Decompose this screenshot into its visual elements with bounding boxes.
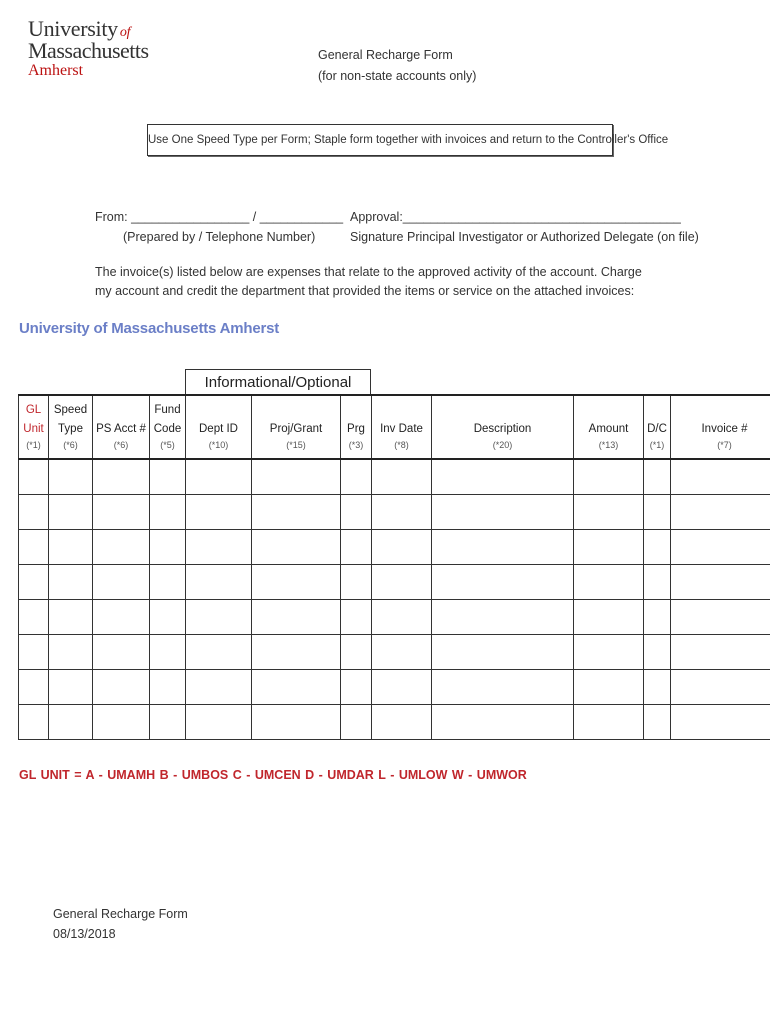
table-cell-input[interactable] [671,459,770,495]
table-cell-input[interactable] [341,600,372,635]
column-header-line2: D/C [647,423,667,435]
table-cell-input[interactable] [671,530,770,565]
table-row [19,565,770,600]
column-header [372,395,432,459]
table-cell-input[interactable] [150,600,186,635]
table-cell-input[interactable] [19,530,49,565]
table-row [19,495,770,530]
column-header-line2: PS Acct # [96,423,146,435]
column-length-hint: (*1) [649,440,665,450]
table-cell-input[interactable] [372,530,432,565]
column-header [432,395,574,459]
table-cell-input[interactable] [150,635,186,670]
table-cell-input[interactable] [93,459,150,495]
column-header-line1 [432,396,573,420]
table-cell-input[interactable] [150,565,186,600]
table-cell-input[interactable] [150,530,186,565]
column-header [49,395,93,459]
column-header-line1: Fund [154,404,181,416]
table-cell-input[interactable] [150,495,186,530]
from-field[interactable] [95,207,343,247]
table-cell-input[interactable] [49,565,93,600]
table-cell-input[interactable] [574,565,644,600]
table-cell-input[interactable] [186,705,252,740]
approval-line[interactable]: Approval:________________________________________ [350,210,681,224]
column-length-hint: (*10) [208,440,229,450]
column-length-hint: (*6) [113,440,129,450]
table-cell-input[interactable] [432,565,574,600]
table-cell-input[interactable] [671,495,770,530]
table-cell-input[interactable] [644,600,671,635]
table-cell-input[interactable] [252,705,341,740]
column-header-line2: Proj/Grant [269,423,323,435]
table-cell-input[interactable] [574,670,644,705]
table-cell-input[interactable] [150,670,186,705]
column-header-line2: Invoice # [701,423,748,435]
table-cell-input[interactable] [186,459,252,495]
table-row [19,530,770,565]
recharge-table [18,394,770,740]
from-line[interactable]: From: _________________ / ____________ [95,210,344,224]
table-cell-input[interactable] [341,635,372,670]
instruction-notice: Use One Speed Type per Form; Staple form together with invoices and return to the Controller's Office [147,124,613,156]
table-cell-input[interactable] [432,495,574,530]
logo-line1: University [28,16,118,41]
table-cell-input[interactable] [150,705,186,740]
column-header-line1 [644,396,670,420]
umass-amherst-logo [28,18,148,79]
form-subtitle: (for non-state accounts only) [318,69,477,83]
column-header-line2: Prg [347,423,365,435]
column-header [93,395,150,459]
form-title: General Recharge Form [318,48,453,62]
gl-unit-legend: GL UNIT = A - UMAMH B - UMBOS C - UMCEN D - UMDAR L - UMLOW W - UMWOR [19,768,527,782]
footer [53,904,188,944]
table-cell-input[interactable] [644,565,671,600]
table-cell-input[interactable] [671,635,770,670]
university-heading: University of Massachusetts Amherst [19,320,280,337]
table-cell-input[interactable] [432,600,574,635]
column-length-hint: (*7) [717,440,732,450]
column-header-line2: Description [473,423,532,435]
table-cell-input[interactable] [574,495,644,530]
column-header [574,395,644,459]
column-header [341,395,372,459]
table-cell-input[interactable] [341,495,372,530]
authorization-paragraph: The invoice(s) listed below are expenses that relate to the approved activity of the account. Charge my account and credit the department that provided the items or service on the attached invoices: [95,265,642,298]
table-cell-input[interactable] [19,635,49,670]
table-cell-input[interactable] [644,635,671,670]
column-header-line1 [372,396,431,420]
column-header-line1 [671,396,770,420]
table-cell-input[interactable] [186,530,252,565]
table-cell-input[interactable] [432,635,574,670]
table-cell-input[interactable] [574,459,644,495]
table-cell-input[interactable] [19,600,49,635]
column-length-hint: (*13) [598,440,619,450]
table-cell-input[interactable] [644,530,671,565]
table-cell-input[interactable] [341,565,372,600]
table-cell-input[interactable] [372,705,432,740]
column-header-line1 [574,396,643,420]
table-cell-input[interactable] [19,565,49,600]
table-cell-input[interactable] [671,565,770,600]
column-header [150,395,186,459]
table-cell-input[interactable] [341,705,372,740]
table-cell-input[interactable] [93,670,150,705]
table-row [19,635,770,670]
table-cell-input[interactable] [574,705,644,740]
table-cell-input[interactable] [372,635,432,670]
column-header-line1 [186,396,251,420]
table-cell-input[interactable] [372,670,432,705]
table-cell-input[interactable] [644,459,671,495]
column-length-hint: (*20) [492,440,513,450]
form-title-block [318,45,476,87]
from-caption: (Prepared by / Telephone Number) [123,230,316,244]
column-length-hint: (*6) [63,440,78,450]
table-cell-input[interactable] [49,705,93,740]
table-header-row [19,395,770,459]
table-cell-input[interactable] [671,705,770,740]
table-cell-input[interactable] [150,459,186,495]
table-cell-input[interactable] [93,565,150,600]
table-row [19,459,770,495]
table-cell-input[interactable] [93,495,150,530]
table-cell-input[interactable] [574,600,644,635]
column-length-hint: (*8) [394,440,409,450]
table-cell-input[interactable] [432,530,574,565]
table-cell-input[interactable] [186,635,252,670]
table-cell-input[interactable] [341,459,372,495]
table-cell-input[interactable] [49,459,93,495]
table-cell-input[interactable] [19,705,49,740]
table-cell-input[interactable] [252,670,341,705]
column-header-line2: Unit [23,423,44,435]
table-cell-input[interactable] [49,635,93,670]
column-header-line2: Code [153,423,182,435]
informational-optional-label: Informational/Optional [185,369,371,395]
table-cell-input[interactable] [19,670,49,705]
table-cell-input[interactable] [93,600,150,635]
column-header-line1: GL [25,404,42,416]
column-header [252,395,341,459]
column-length-hint: (*15) [286,440,306,450]
column-header [186,395,252,459]
column-header-line1 [341,396,371,420]
table-cell-input[interactable] [432,459,574,495]
footer-form-name: General Recharge Form [53,907,188,921]
table-cell-input[interactable] [671,670,770,705]
footer-date: 08/13/2018 [53,927,116,941]
table-cell-input[interactable] [93,530,150,565]
table-cell-input[interactable] [252,459,341,495]
table-cell-input[interactable] [186,600,252,635]
column-header-line1 [252,396,340,420]
table-cell-input[interactable] [644,495,671,530]
table-cell-input[interactable] [644,670,671,705]
table-cell-input[interactable] [186,565,252,600]
column-header [644,395,671,459]
column-header [671,395,770,459]
table-cell-input[interactable] [574,635,644,670]
column-header-line2: Inv Date [380,423,423,435]
table-cell-input[interactable] [252,495,341,530]
table-cell-input[interactable] [252,600,341,635]
table-cell-input[interactable] [574,530,644,565]
table-cell-input[interactable] [49,670,93,705]
table-row [19,670,770,705]
table-cell-input[interactable] [186,495,252,530]
column-header-line2: Type [58,423,83,435]
approval-caption: Signature Principal Investigator or Authorized Delegate (on file) [350,230,699,244]
table-cell-input[interactable] [671,600,770,635]
table-cell-input[interactable] [186,670,252,705]
logo-line2: Massachusetts [28,38,149,63]
logo-of: of [119,25,131,40]
table-cell-input[interactable] [19,495,49,530]
table-row [19,600,770,635]
table-cell-input[interactable] [432,705,574,740]
table-row [19,705,770,740]
table-cell-input[interactable] [93,635,150,670]
table-cell-input[interactable] [372,600,432,635]
table-cell-input[interactable] [432,670,574,705]
table-cell-input[interactable] [93,705,150,740]
table-cell-input[interactable] [252,530,341,565]
table-cell-input[interactable] [372,495,432,530]
column-length-hint: (*5) [160,440,175,450]
table-cell-input[interactable] [49,530,93,565]
table-cell-input[interactable] [49,495,93,530]
table-cell-input[interactable] [341,670,372,705]
table-cell-input[interactable] [372,565,432,600]
column-length-hint: (*3) [348,440,364,450]
column-length-hint: (*1) [26,440,41,450]
logo-line3: Amherst [28,62,84,79]
table-cell-input[interactable] [341,530,372,565]
column-header-line1: Speed [53,404,88,416]
table-cell-input[interactable] [252,635,341,670]
table-cell-input[interactable] [19,459,49,495]
column-header-line1 [93,396,149,420]
table-cell-input[interactable] [49,600,93,635]
table-cell-input[interactable] [252,565,341,600]
column-header-line2: Dept ID [199,423,238,435]
column-header-line2: Amount [588,423,629,435]
table-cell-input[interactable] [372,459,432,495]
column-header [19,395,49,459]
approval-field[interactable] [350,207,699,247]
table-body [19,459,770,740]
table-cell-input[interactable] [644,705,671,740]
